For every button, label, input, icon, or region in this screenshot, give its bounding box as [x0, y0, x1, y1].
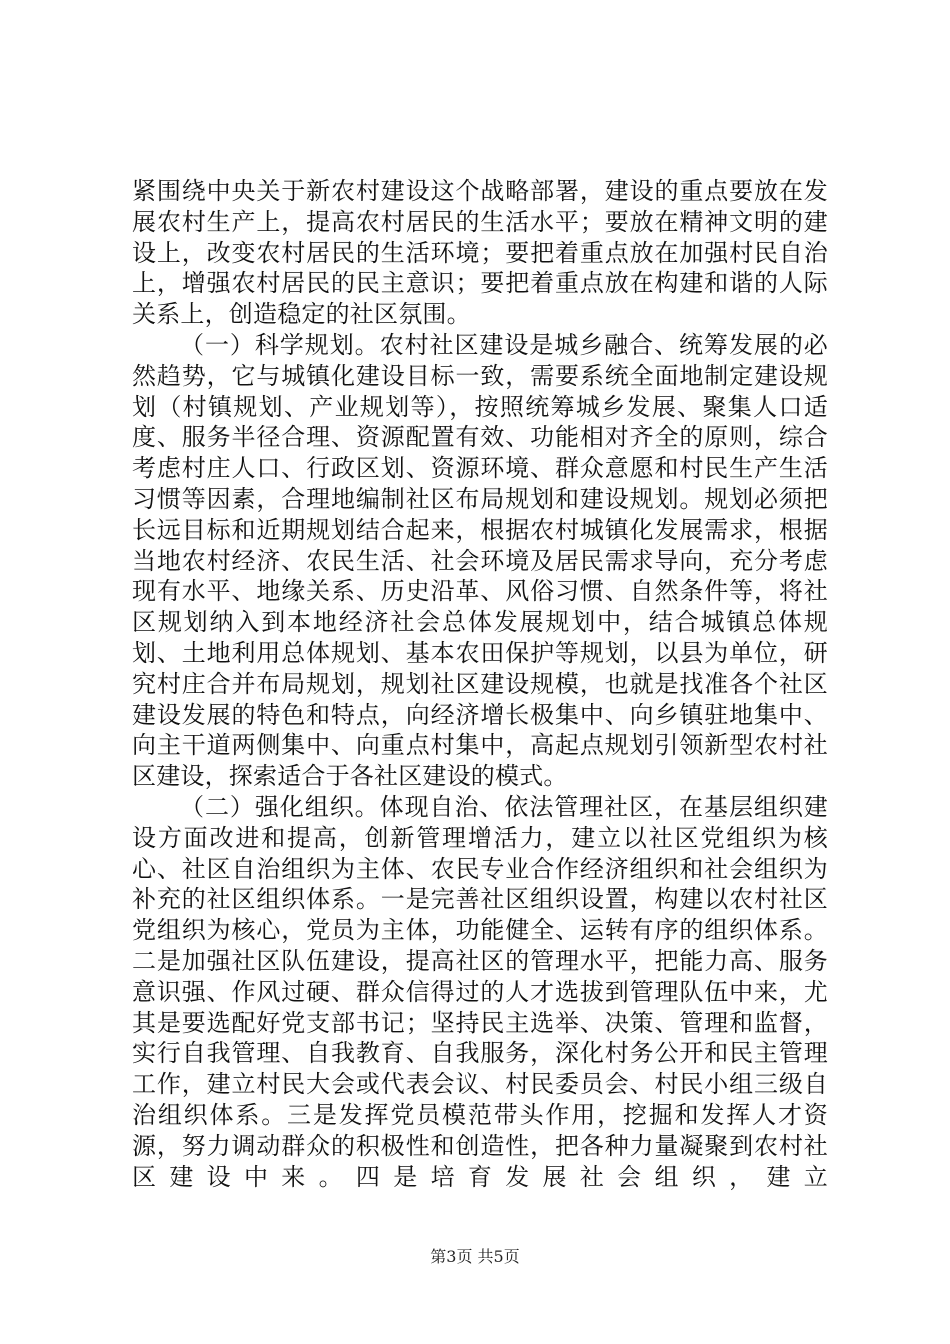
paragraph-intro: 紧围绕中央关于新农村建设这个战略部署，建设的重点要放在发展农村生产上，提高农村居民的生活水平；要放在精神文明的建设上，改变农村居民的生活环境；要把着重点放在加强村民自治上，增强农村居民的民主意识；要把着重点放在构建和谐的人际关系上，创造稳定的社区氛围。	[132, 177, 828, 329]
body-text	[132, 176, 828, 1192]
paragraph-scientific-planning: （一）科学规划。农村社区建设是城乡融合、统筹发展的必然趋势，它与城镇化建设目标一致，需要系统全面地制定建设规划（村镇规划、产业规划等），按照统筹城乡发展、聚集人口适度、服务半径合理、资源配置有效、功能相对齐全的原则，综合考虑村庄人口、行政区划、资源环境、群众意愿和村民生产生活习惯等因素，合理地编制社区布局规划和建设规划。规划必须把长远目标和近期规划结合起来，根据农村城镇化发展需求，根据当地农村经济、农民生活、社会环境及居民需求导向，充分考虑现有水平、地缘关系、历史沿革、风俗习惯、自然条件等，将社区规划纳入到本地经济社会总体发展规划中，结合城镇总体规划、土地利用总体规划、基本农田保护等规划，以县为单位，研究村庄合并布局规划，规划社区建设规模，也就是找准各个社区建设发展的特色和特点，向经济增长极集中、向乡镇驻地集中、向主干道两侧集中、向重点村集中，高起点规划引领新型农村社区建设，探索适合于各社区建设的模式。	[132, 330, 828, 791]
page-number: 第3页 共5页	[430, 1247, 520, 1266]
paragraph-strengthen-organization: （二）强化组织。体现自治、依法管理社区，在基层组织建设方面改进和提高，创新管理增活力，建立以社区党组织为核心、社区自治组织为主体、农民专业合作经济组织和社会组织为补充的社区组织体系。一是完善社区组织设置，构建以农村社区党组织为核心，党员为主体，功能健全、运转有序的组织体系。二是加强社区队伍建设，提高社区的管理水平，把能力高、服务意识强、作风过硬、群众信得过的人才选拔到管理队伍中来，尤其是要选配好党支部书记；坚持民主选举、决策、管理和监督，实行自我管理、自我教育、自我服务，深化村务公开和民主管理工作，建立村民大会或代表会议、村民委员会、村民小组三级自治组织体系。三是发挥党员模范带头作用，挖掘和发挥人才资源，努力调动群众的积极性和创造性，把各种力量凝聚到农村社区建设中来。四是培育发展社会组织，建立	[132, 792, 828, 1191]
